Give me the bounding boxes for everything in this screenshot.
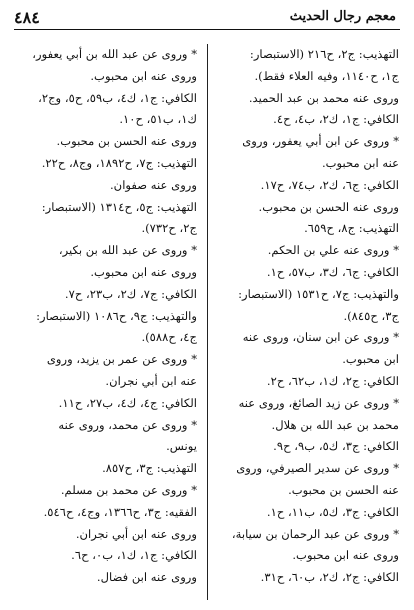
text-line: ج٢، ح٧٣٢).: [141, 221, 197, 236]
text-line: الكافي: ج٢، ك١، ب٦٢، ح٢.: [266, 373, 399, 388]
text-line: الكافي: ج٦، ك٣، ب٥٧، ح١.: [266, 264, 399, 279]
page-number: ٤٨٤: [14, 8, 40, 27]
left-column: [15, 44, 197, 589]
right-column: [217, 44, 399, 589]
text-line: * وروى عن عبد الله بن أبي يعفور،: [32, 47, 197, 61]
text-line: ابن محبوب.: [342, 352, 399, 367]
text-line: الكافي: ج١، ك٢، ب٤، ح٤.: [273, 112, 399, 127]
text-line: والتهذيب: ج٩، ح١٠٨٦ (الاستبصار:: [36, 308, 197, 323]
text-line: * وروى عن محمد بن مسلم.: [60, 482, 197, 497]
text-line: ك١، ب٥١، ح١٠.: [119, 112, 197, 127]
text-line: وروى عنه ابن محبوب.: [90, 68, 197, 83]
column-divider: [207, 44, 208, 600]
text-line: التهذيب: ج٣، ح٨٥٧.: [102, 461, 197, 476]
text-line: * وروى عن ابن سنان، وروى عنه: [242, 330, 399, 345]
text-line: * وروى عن محمد، وروى عنه: [58, 417, 197, 432]
text-line: وروى عنه ابن أبي نجران.: [75, 526, 197, 541]
text-line: الكافي: ج٣، ك٥، ب١١، ح١.: [266, 504, 399, 519]
text-line: * وروى عن عبد الله بن بكير،: [58, 243, 197, 258]
text-line: الكافي: ج١، ك١، ب٠، ح٦.: [71, 548, 197, 563]
text-line: وروى عنه ابن محبوب.: [90, 264, 197, 279]
text-line: الكافي: ج٤، ك٤، ب٢٧، ح١١.: [58, 395, 197, 410]
text-line: الكافي: ج١، ك٤، ب٥٩، ح٥، وج٢،: [38, 90, 197, 105]
text-line: الكافي: ج٧، ك٢، ب٢٣، ح٧.: [64, 286, 197, 301]
text-line: عنه ابن أبي نجران.: [105, 373, 197, 388]
text-line: الكافي: ج٣، ك٥، ب٩، ح٩.: [273, 439, 399, 454]
text-line: ج٣، ح٨٤٥).: [343, 308, 399, 323]
text-line: * وروى عن ابن أبي يعفور، وروى: [242, 134, 399, 149]
text-line: التهذيب: ج٥، ح١٣١٤ (الاستبصار:: [41, 199, 197, 214]
text-line: وروى عنه ابن فضال.: [96, 570, 197, 585]
text-line: ج١، ح١١٤٠، وفيه العلاء فقط).: [254, 68, 399, 83]
text-line: والتهذيب: ج٧، ح١٥٣١ (الاستبصار:: [238, 286, 399, 301]
text-line: وروى عنه ابن محبوب.: [292, 548, 399, 563]
text-line: الفقيه: ج٣، ح١٣٦٦، وج٤، ح٥٤٦.: [43, 504, 197, 519]
text-line: * وروى عنه علي بن الحكم.: [267, 243, 399, 258]
text-line: التهذيب: ج٨، ح٦٥٩.: [304, 221, 399, 236]
text-line: * وروى عن سدير الصيرفي، وروى: [236, 461, 399, 476]
text-line: يونس.: [166, 439, 197, 454]
text-line: وروى عنه الحسن بن محبوب.: [56, 134, 197, 149]
header-rule: [14, 29, 400, 30]
book-title: معجم رجال الحديث: [289, 9, 396, 24]
text-line: وروى عنه الحسن بن محبوب.: [258, 199, 399, 214]
text-line: محمد بن عبد الله بن هلال.: [271, 417, 399, 432]
text-line: ج٤، ح٥٨٨).: [141, 330, 197, 345]
text-line: التهذيب: ج٧، ح١٨٩٢، وج٨، ح٢٢.: [41, 155, 197, 170]
text-line: التهذيب: ج٢، ح٢١٦ (الاستبصار:: [249, 47, 399, 61]
text-line: عنه ابن محبوب.: [321, 155, 399, 170]
text-line: الكافي: ج٢، ك٢، ب٦٠، ح٣١.: [260, 570, 399, 585]
text-line: * وروى عن زيد الصائغ، وروى عنه: [238, 395, 399, 410]
text-line: الكافي: ج٦، ك٢، ب٧٤، ح١٧.: [260, 177, 399, 192]
text-line: * وروى عن عمر بن يزيد، وروى: [46, 352, 197, 367]
text-line: * وروى عن عبد الرحمان بن سيابة،: [231, 526, 399, 541]
text-line: عنه الحسن بن محبوب.: [288, 482, 399, 497]
text-line: وروى عنه محمد بن عبد الحميد.: [248, 90, 399, 105]
text-line: وروى عنه صفوان.: [110, 177, 197, 192]
